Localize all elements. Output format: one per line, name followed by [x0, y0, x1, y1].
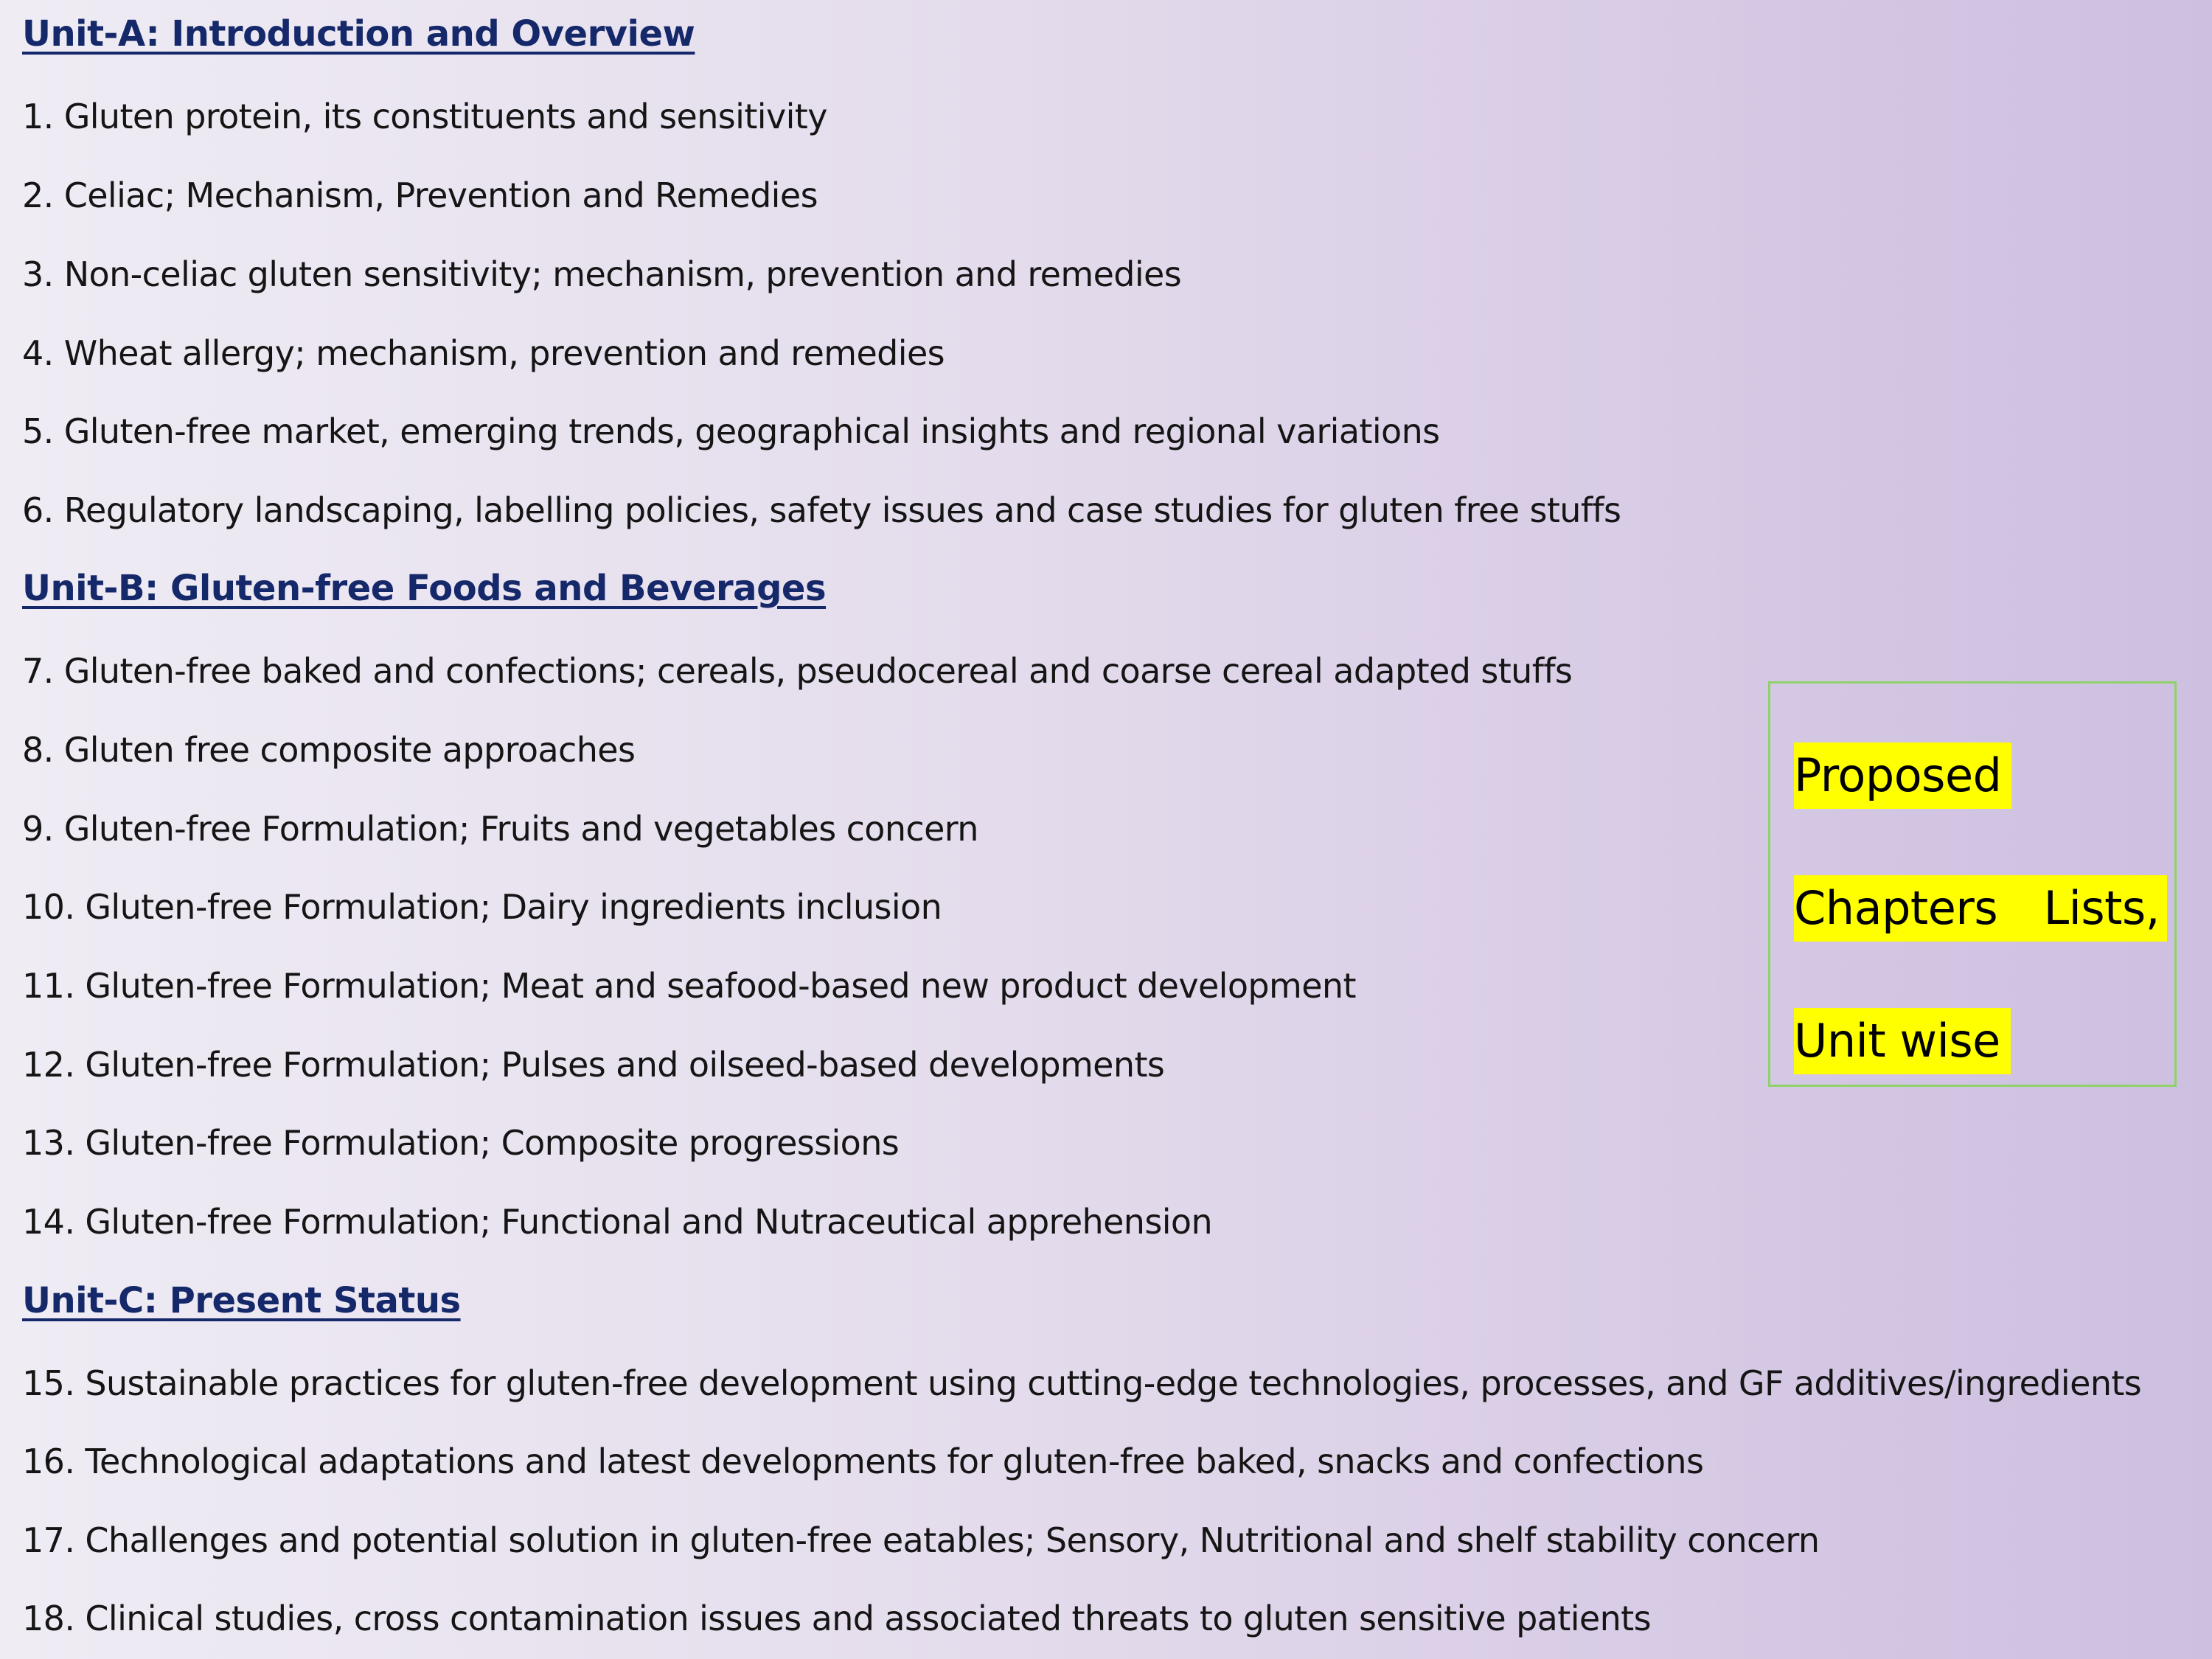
chapter-item: 7. Gluten-free baked and confections; cereals, pseudocereal and coarse cereal adapted stuffs: [22, 651, 1573, 691]
unit-b-heading: Unit-B: Gluten-free Foods and Beverages: [22, 568, 827, 609]
callout-line-unit-wise: Unit wise: [1794, 1008, 2011, 1074]
chapter-item: 1. Gluten protein, its constituents and sensitivity: [22, 97, 827, 136]
chapter-item: 13. Gluten-free Formulation; Composite progressions: [22, 1123, 900, 1163]
chapter-item: 10. Gluten-free Formulation; Dairy ingredients inclusion: [22, 887, 942, 927]
chapter-item: 3. Non-celiac gluten sensitivity; mechanism, prevention and remedies: [22, 254, 1182, 294]
chapter-item: 16. Technological adaptations and latest developments for gluten-free baked, snacks and confections: [22, 1441, 1704, 1481]
chapter-item: 5. Gluten-free market, emerging trends, geographical insights and regional variations: [22, 411, 1440, 451]
unit-a-heading: Unit-A: Introduction and Overview: [22, 13, 695, 55]
chapter-item: 8. Gluten free composite approaches: [22, 730, 636, 770]
proposed-chapters-callout: [1768, 681, 2177, 1087]
chapter-item: 11. Gluten-free Formulation; Meat and seafood-based new product development: [22, 966, 1356, 1006]
chapter-item: 14. Gluten-free Formulation; Functional and Nutraceutical apprehension: [22, 1202, 1213, 1242]
chapter-item: 6. Regulatory landscaping, labelling policies, safety issues and case studies for gluten free stuffs: [22, 490, 1621, 530]
chapter-item: 2. Celiac; Mechanism, Prevention and Remedies: [22, 175, 818, 215]
callout-word-lists: Lists,: [2043, 881, 2160, 935]
chapter-item: 12. Gluten-free Formulation; Pulses and oilseed-based developments: [22, 1045, 1165, 1085]
chapter-item: 4. Wheat allergy; mechanism, prevention and remedies: [22, 333, 945, 373]
callout-line-chapters-lists: [1794, 875, 2167, 942]
chapter-item: 15. Sustainable practices for gluten-free development using cutting-edge technologies, processes, and GF additives/ingredients: [22, 1363, 2142, 1403]
chapter-item: 18. Clinical studies, cross contamination issues and associated threats to gluten sensitive patients: [22, 1599, 1651, 1638]
unit-c-heading: Unit-C: Present Status: [22, 1280, 461, 1321]
callout-word-chapters: Chapters: [1794, 881, 1998, 935]
chapter-item: 9. Gluten-free Formulation; Fruits and vegetables concern: [22, 809, 978, 849]
callout-line-proposed: Proposed: [1794, 742, 2011, 809]
chapter-item: 17. Challenges and potential solution in gluten-free eatables; Sensory, Nutritional and shelf stability concern: [22, 1520, 1820, 1560]
